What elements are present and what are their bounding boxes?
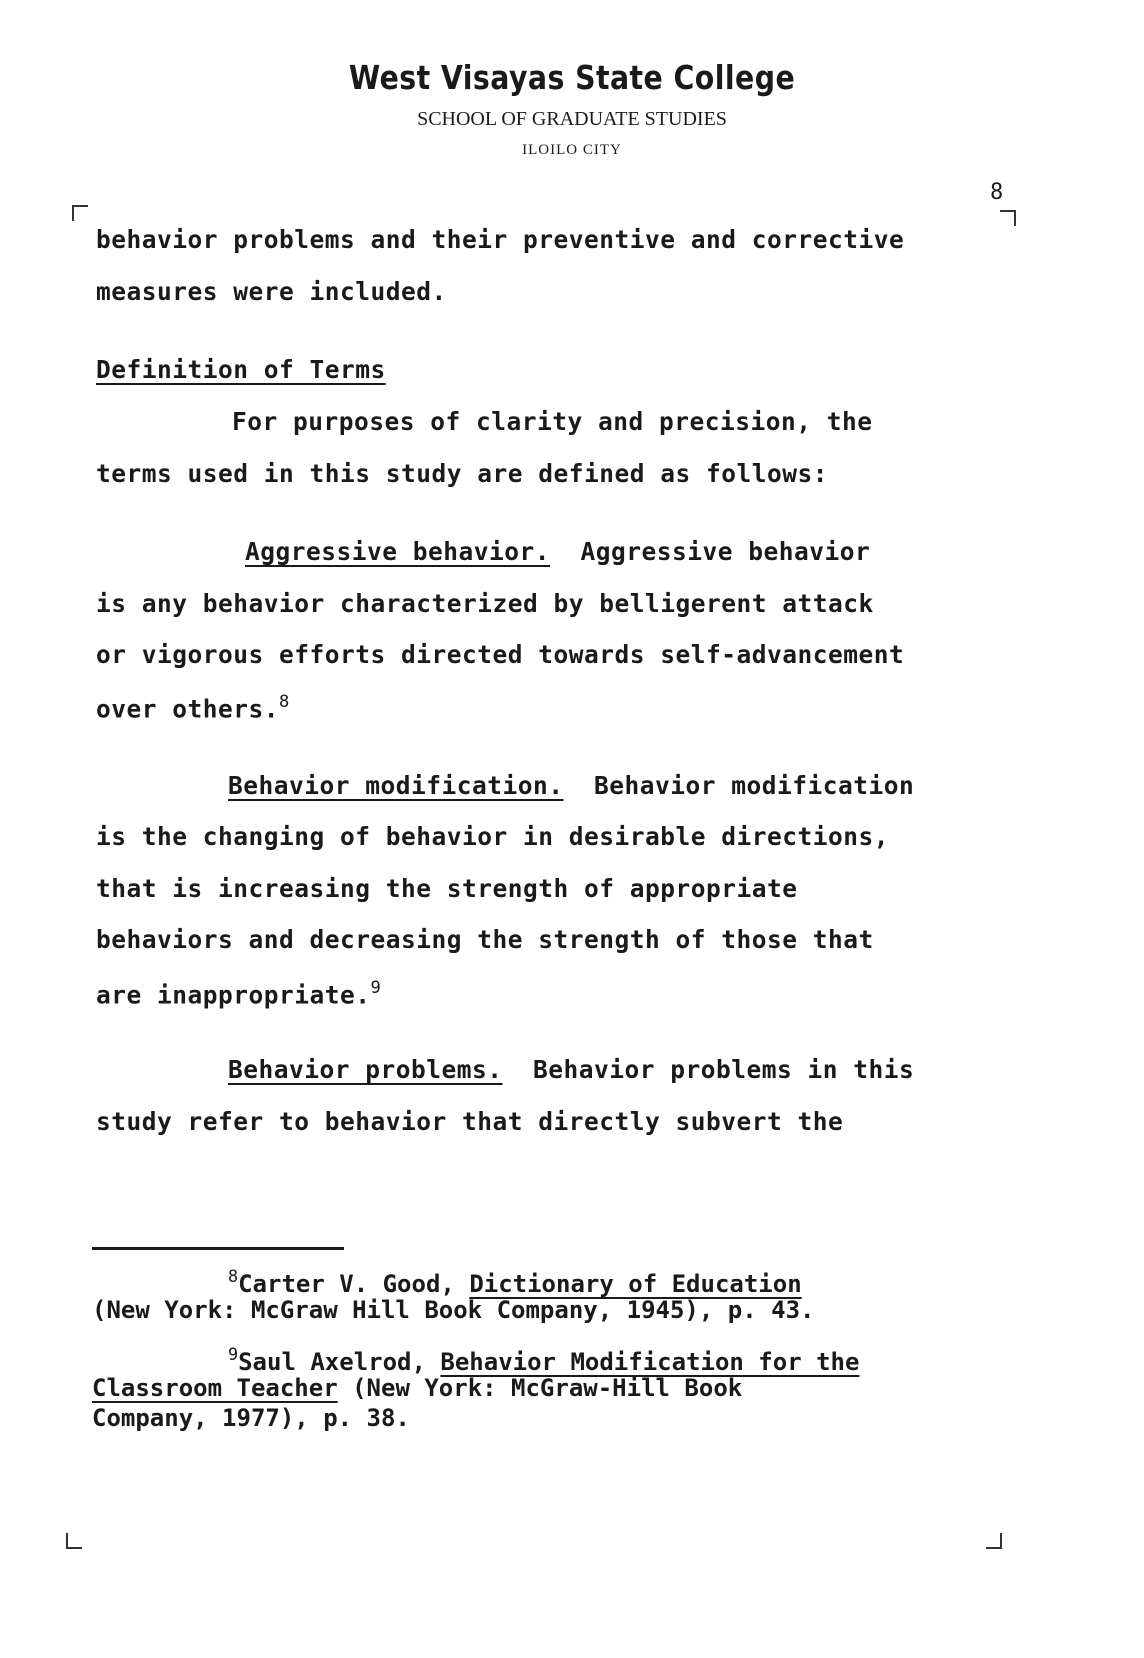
crop-mark-top-right — [1000, 210, 1016, 226]
term-text: Behavior modification — [594, 771, 915, 800]
term-aggressive-behavior — [245, 537, 871, 566]
crop-mark-top-left — [72, 205, 88, 221]
footnote-author: Saul Axelrod, — [238, 1348, 426, 1377]
footnote-ref: 8 — [279, 692, 290, 712]
footnote-author: Carter V. Good, — [238, 1270, 455, 1299]
footnote-8 — [228, 1266, 802, 1299]
footnote-9-line2 — [92, 1376, 742, 1400]
school-name: SCHOOL OF GRADUATE STUDIES — [417, 108, 727, 130]
body-line: For purposes of clarity and precision, the — [232, 407, 873, 436]
footnote-8-publication: (New York: McGraw Hill Book Company, 1945), p. 43. — [92, 1296, 815, 1324]
section-heading — [96, 355, 386, 384]
term-title: Aggressive behavior. — [245, 537, 551, 566]
body-line: or vigorous efforts directed towards self-advancement — [96, 640, 905, 669]
body-line: behaviors and decreasing the strength of those that — [96, 925, 874, 954]
body-line — [96, 694, 290, 722]
body-line: terms used in this study are defined as follows: — [96, 459, 829, 488]
footnote-title: Dictionary of Education — [469, 1270, 802, 1299]
city-name: ILOILO CITY — [522, 142, 622, 158]
term-text: are inappropriate. — [96, 980, 371, 1010]
body-line: is any behavior characterized by belligerent attack — [96, 589, 874, 618]
body-line: is the changing of behavior in desirable directions, — [96, 822, 890, 851]
footnote-9-line3: Company, 1977), p. 38. — [92, 1404, 410, 1432]
footnote-ref: 9 — [370, 978, 382, 998]
section-heading-text: Definition of Terms — [96, 355, 386, 384]
footnote-number: 9 — [228, 1344, 239, 1364]
body-line: behavior problems and their preventive and corrective — [96, 225, 905, 254]
body-line: that is increasing the strength of appropriate — [96, 874, 798, 903]
term-behavior-problems — [228, 1055, 915, 1084]
body-line — [96, 980, 381, 1008]
term-behavior-modification — [228, 771, 915, 800]
term-text: over others. — [96, 694, 280, 724]
body-line: study refer to behavior that directly subvert the — [96, 1107, 844, 1136]
term-title: Behavior modification. — [228, 771, 564, 800]
crop-mark-bottom-left — [66, 1533, 82, 1549]
body-line: measures were included. — [96, 277, 447, 306]
footnote-number: 8 — [228, 1266, 239, 1286]
footnote-rule — [92, 1247, 344, 1250]
term-text: Behavior problems in this — [533, 1055, 915, 1084]
institution-name: West Visayas State College — [348, 58, 796, 97]
crop-mark-bottom-right — [986, 1533, 1002, 1549]
page-number: 8 — [990, 180, 1004, 205]
footnote-title: Behavior Modification for the — [440, 1348, 860, 1377]
term-title: Behavior problems. — [228, 1055, 503, 1084]
footnote-publication: (New York: McGraw-Hill Book — [352, 1374, 743, 1402]
term-text: Aggressive behavior — [580, 537, 871, 566]
footnote-title: Classroom Teacher — [92, 1374, 338, 1402]
footnote-9 — [228, 1344, 860, 1377]
